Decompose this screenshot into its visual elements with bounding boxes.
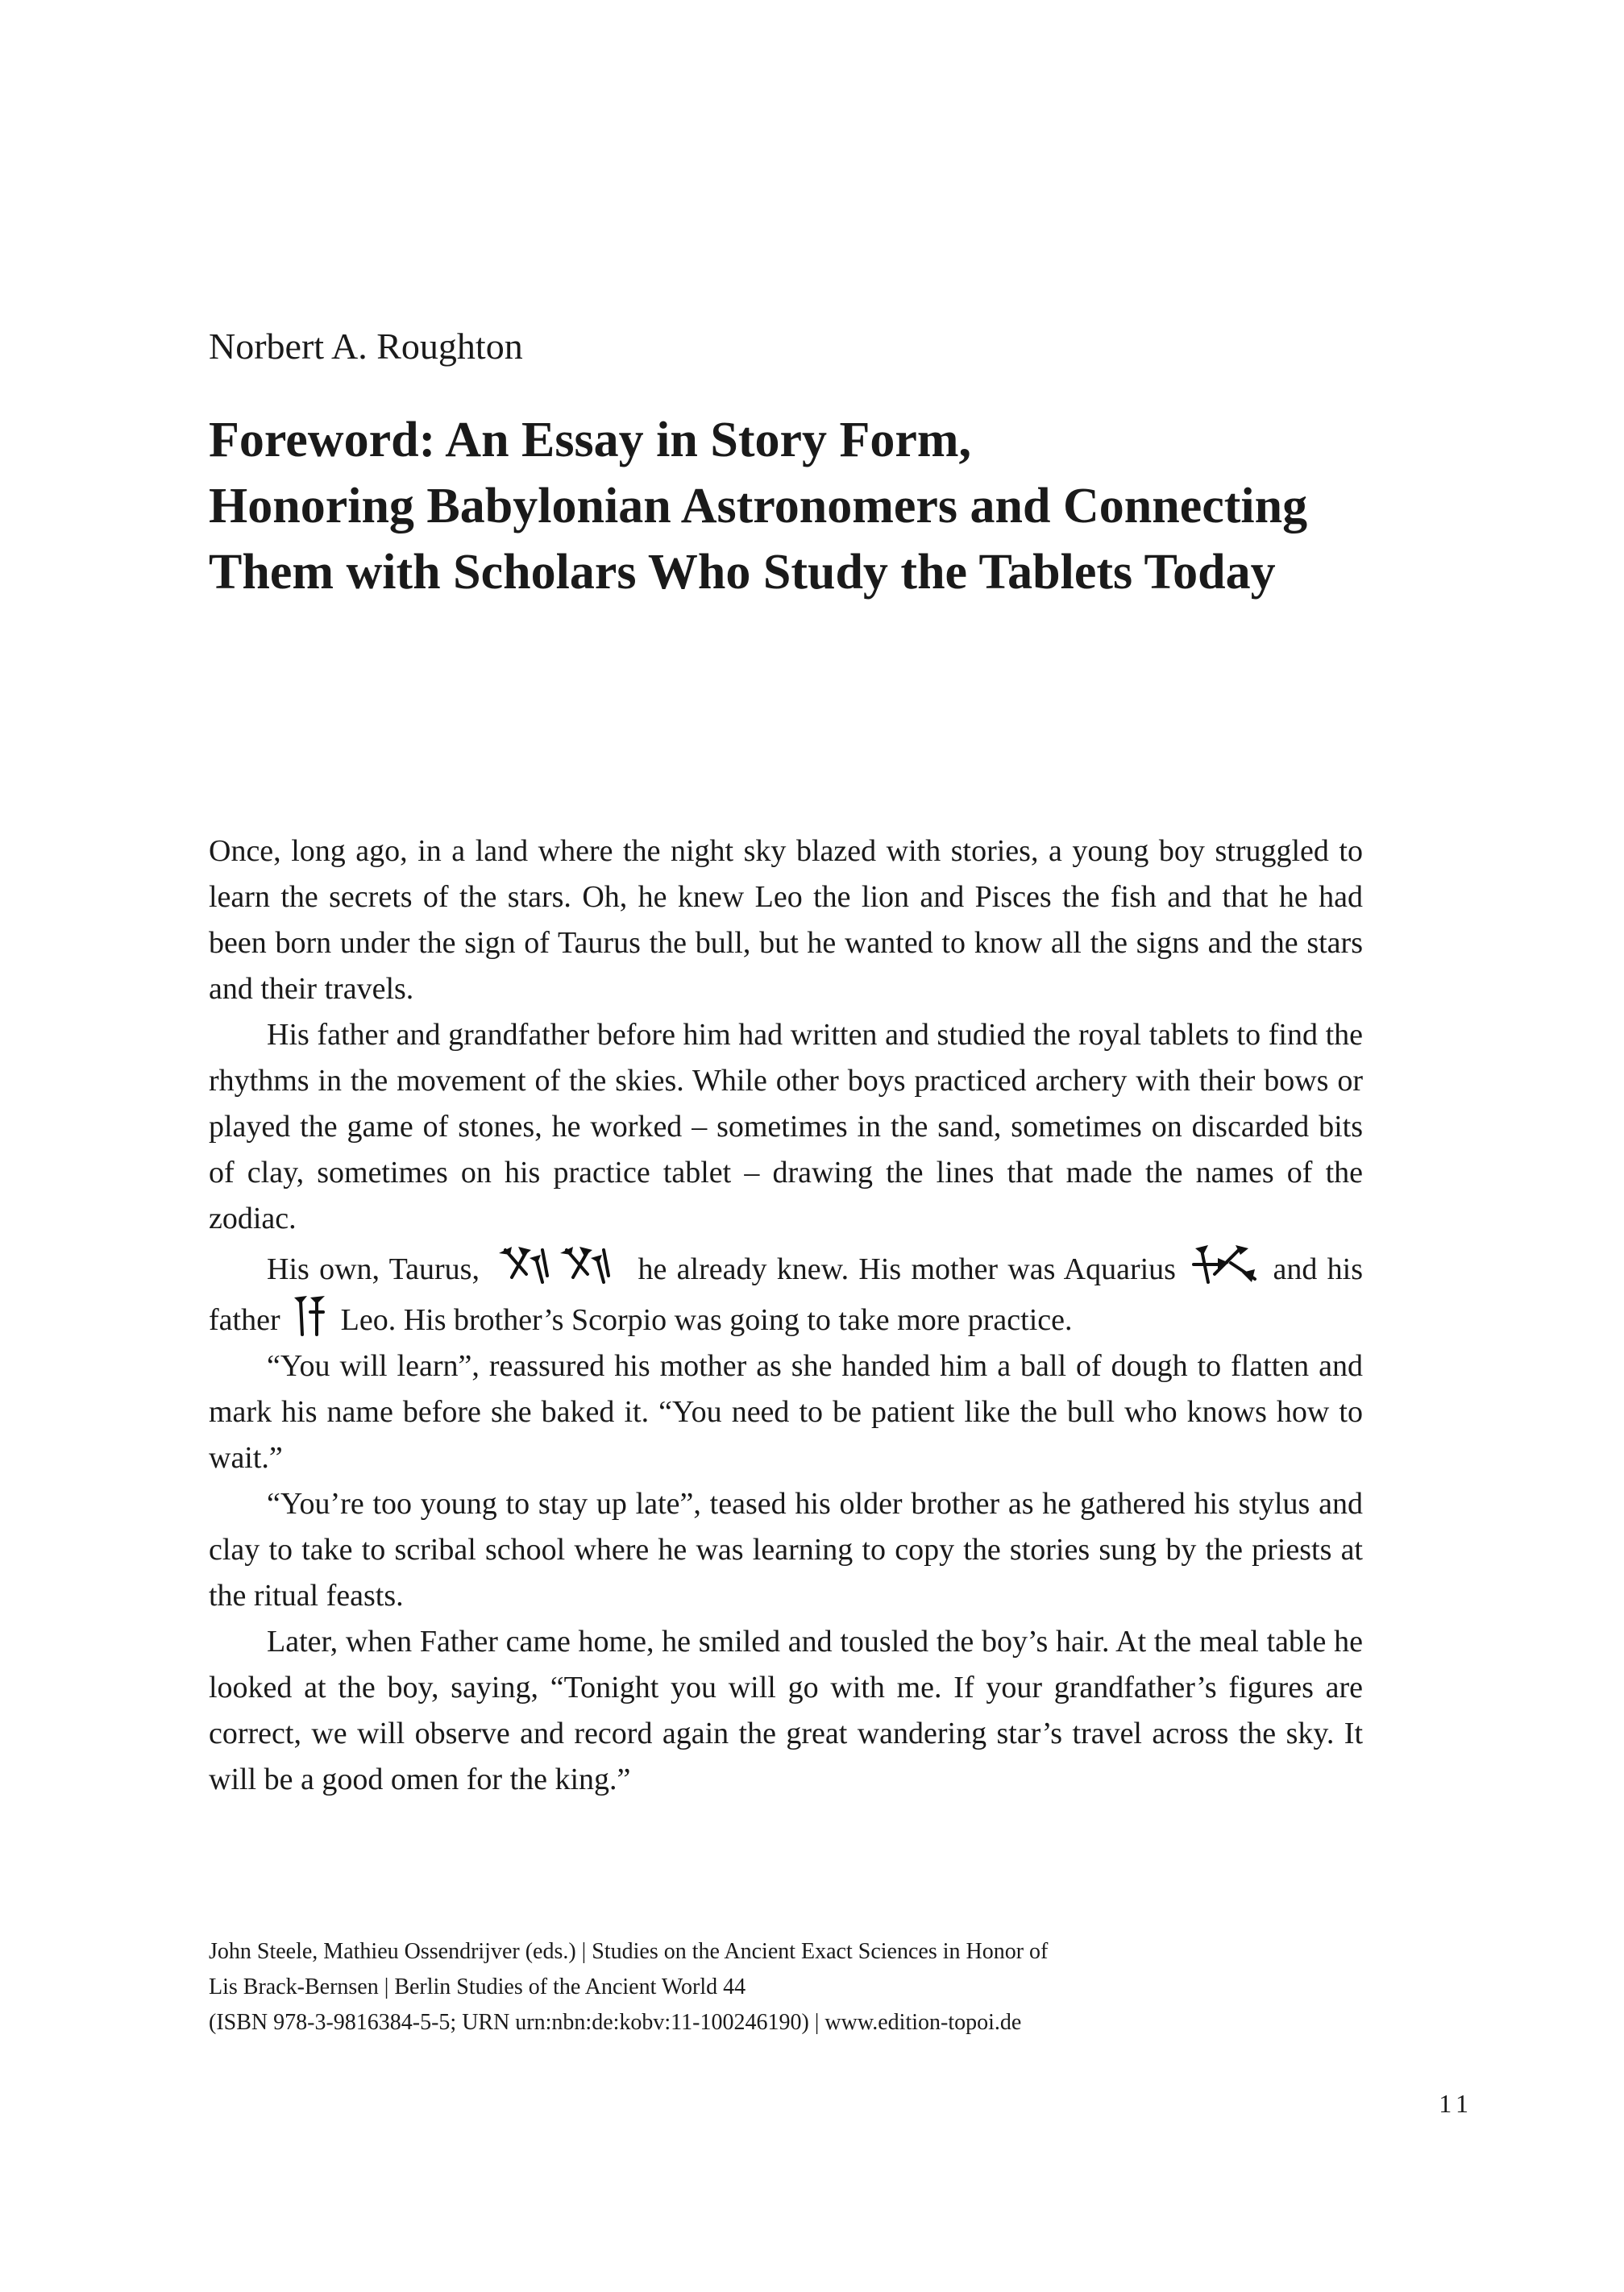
- paragraph: His father and grandfather before him had written and studied the royal tablets to find the rhythms in the movement of the skies. While other boys practiced archery with their bows or played the game of stones, he worked – sometimes in the sand, sometimes on discarded bits of clay, sometimes on his practice tablet – drawing the lines that made the names of the zodiac.: [209, 1018, 1363, 1235]
- footnote-line: John Steele, Mathieu Ossendrijver (eds.) | Studies on the Ancient Exact Sciences in Honor of: [209, 1939, 1049, 1964]
- paragraph: Later, when Father came home, he smiled and tousled the boy’s hair. At the meal table he looked at the boy, saying, “Tonight you will go with me. If your grandfather’s figures are correct, we will observe and record again the great wandering star’s travel across the sky. It will be a good omen for the king.”: [209, 1625, 1363, 1796]
- paragraph-text: he already knew. His mother was Aquarius: [638, 1252, 1176, 1286]
- paragraph: Once, long ago, in a land where the night sky blazed with stories, a young boy struggled to learn the secrets of the stars. Oh, he knew Leo the lion and Pisces the fish and that he had been born under the sign of Taurus the bull, but he wanted to know all the signs and the stars and their travels.: [209, 834, 1363, 1006]
- paragraph-text: and his father: [209, 1252, 1364, 1337]
- page-number: 11: [1439, 2089, 1473, 2118]
- cuneiform-leo-icon: [293, 1293, 328, 1338]
- paragraph-text: Leo. His brother’s Scorpio was going to take more practice.: [340, 1303, 1073, 1337]
- paragraph: [209, 1242, 1363, 1343]
- paragraph-text: His own, Taurus,: [267, 1252, 480, 1286]
- paragraph: “You will learn”, reassured his mother as she handed him a ball of dough to flatten and mark his name before she baked it. “You need to be patient like the bull who knows how to wait.”: [209, 1349, 1363, 1475]
- title-line: Foreword: An Essay in Story Form,: [209, 413, 972, 467]
- body-text: [209, 828, 1363, 1803]
- cuneiform-aquarius-icon: [1190, 1242, 1258, 1287]
- footnote-line: Lis Brack-Bernsen | Berlin Studies of the Ancient World 44: [209, 1974, 746, 1999]
- author-name: Norbert A. Roughton: [209, 326, 523, 367]
- paragraph: “You’re too young to stay up late”, teased his older brother as he gathered his stylus and clay to take to scribal school where he was learning to copy the stories sung by the priests at the ritual feasts.: [209, 1487, 1363, 1613]
- cuneiform-taurus-icon: [494, 1242, 623, 1287]
- footnote-line: (ISBN 978-3-9816384-5-5; URN urn:nbn:de:kobv:11-100246190) | www.edition-topoi.de: [209, 2010, 1022, 2035]
- publication-footnote: [209, 1934, 1418, 2041]
- title-line: Them with Scholars Who Study the Tablets Today: [209, 545, 1276, 600]
- chapter-title: [209, 407, 1450, 605]
- title-line: Honoring Babylonian Astronomers and Connecting: [209, 479, 1308, 534]
